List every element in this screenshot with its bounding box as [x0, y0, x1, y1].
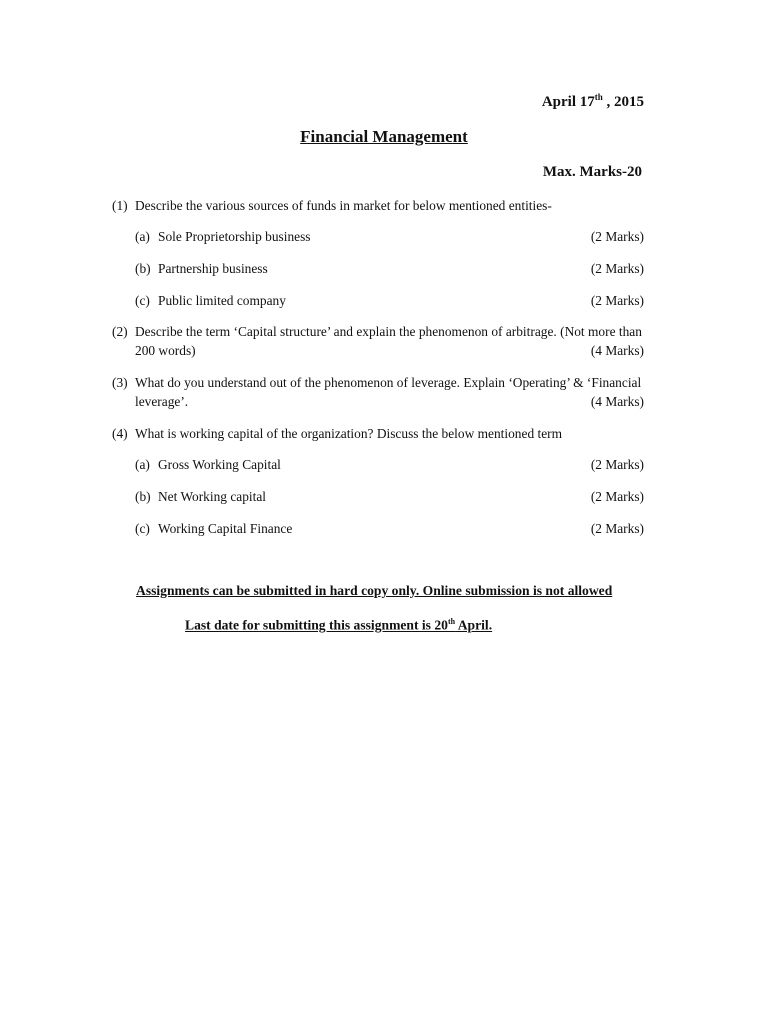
sub-marks: (2 Marks) — [590, 489, 644, 504]
sub-marks: (2 Marks) — [590, 521, 644, 536]
max-marks: Max. Marks-20 — [542, 164, 642, 180]
deadline-text: Last date for submitting this assignment is 20 — [185, 617, 448, 633]
question-1-sub-a — [135, 227, 644, 246]
question-number: (2) — [112, 324, 128, 339]
question-number: (4) — [112, 426, 128, 441]
sub-text: Gross Working Capital — [158, 457, 281, 472]
question-text-line-2 — [135, 341, 644, 360]
question-text-line-1: Describe the term ‘Capital structure’ and explain the phenomenon of arbitrage. (Not more than — [135, 324, 642, 339]
question-4-sub-b — [135, 487, 644, 506]
question-number: (1) — [112, 198, 128, 213]
submission-note: Assignments can be submitted in hard copy only. Online submission is not allowed — [136, 583, 613, 598]
question-1-sub-b — [135, 259, 644, 278]
question-marks: (4 Marks) — [590, 394, 644, 409]
sub-text: Working Capital Finance — [158, 521, 293, 536]
question-number: (3) — [112, 375, 128, 390]
question-4-sub-c — [135, 519, 644, 538]
question-text: Describe the various sources of funds in market for below mentioned entities- — [135, 198, 552, 213]
page-title: Financial Management — [300, 127, 468, 146]
deadline-month: April. — [455, 617, 493, 633]
question-2 — [112, 322, 644, 360]
question-3 — [112, 373, 644, 411]
deadline-note — [185, 617, 492, 634]
question-marks: (4 Marks) — [590, 343, 644, 358]
question-1 — [112, 196, 644, 215]
question-text-line-2 — [135, 392, 644, 411]
deadline-superscript: th — [447, 617, 456, 626]
sub-marks: (2 Marks) — [590, 457, 644, 472]
question-text: What is working capital of the organization? Discuss the below mentioned term — [135, 426, 563, 441]
sub-text: Net Working capital — [158, 489, 267, 504]
sub-marks: (2 Marks) — [590, 293, 644, 308]
sub-letter: (a) — [135, 229, 150, 244]
sub-text: Partnership business — [158, 261, 268, 276]
date-line — [542, 92, 644, 111]
sub-letter: (b) — [135, 261, 151, 276]
question-text-line-1: What do you understand out of the phenomenon of leverage. Explain ‘Operating’ & ‘Financial — [135, 375, 642, 390]
sub-text: Public limited company — [158, 293, 286, 308]
sub-letter: (c) — [135, 521, 150, 536]
page-title-row — [0, 127, 768, 147]
sub-letter: (a) — [135, 457, 150, 472]
sub-text: Sole Proprietorship business — [158, 229, 311, 244]
question-text-cont: 200 words) — [135, 343, 196, 358]
question-text-cont: leverage’. — [135, 394, 189, 409]
sub-marks: (2 Marks) — [590, 261, 644, 276]
question-1-sub-c — [135, 291, 644, 310]
date-year: , 2015 — [602, 94, 644, 110]
question-4 — [112, 424, 644, 443]
date-text: April 17 — [541, 94, 595, 110]
date-superscript: th — [594, 92, 603, 102]
sub-letter: (b) — [135, 489, 151, 504]
sub-letter: (c) — [135, 293, 150, 308]
question-4-sub-a — [135, 455, 644, 474]
sub-marks: (2 Marks) — [590, 229, 644, 244]
